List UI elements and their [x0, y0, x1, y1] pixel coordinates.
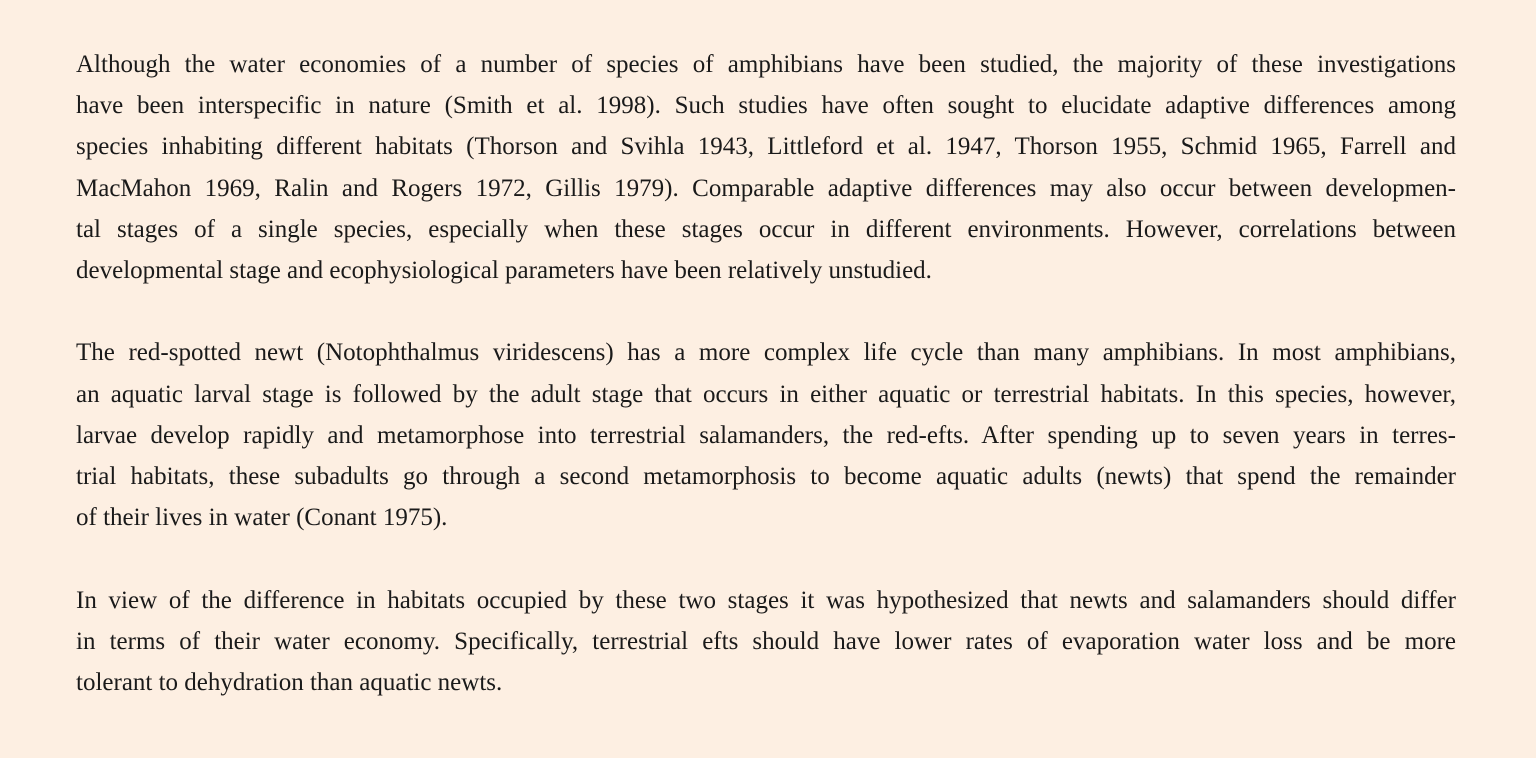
text-line: have been interspecific in nature (Smith et al. 1998). Such studies have often sought to elucidate adaptive differences among [76, 92, 1456, 120]
text-line: larvae develop rapidly and metamorphose into terrestrial salamanders, the red-efts. After spending up to seven years in terres- [76, 421, 1456, 449]
text-line: an aquatic larval stage is followed by the adult stage that occurs in either aquatic or terrestrial habitats. In this species, however, [76, 380, 1456, 408]
text-line: in terms of their water economy. Specifically, terrestrial efts should have lower rates of evaporation water loss and be more [76, 627, 1456, 655]
text-line: of their lives in water (Conant 1975). [76, 504, 448, 532]
text-line: tal stages of a single species, especially when these stages occur in different environments. However, correlations between [76, 215, 1456, 243]
text-line: species inhabiting different habitats (Thorson and Svihla 1943, Littleford et al. 1947, Thorson 1955, Schmid 1965, Farrell and [76, 133, 1456, 161]
paragraph-3 [76, 580, 1456, 704]
document-body [76, 44, 1456, 703]
text-line: tolerant to dehydration than aquatic newts. [76, 669, 503, 697]
text-line: The red-spotted newt (Notophthalmus viridescens) has a more complex life cycle than many amphibians. In most amphibians, [76, 339, 1456, 367]
text-line: MacMahon 1969, Ralin and Rogers 1972, Gillis 1979). Comparable adaptive differences may also occur between developmen- [76, 174, 1456, 202]
paragraph-2 [76, 332, 1456, 538]
text-line: Although the water economies of a number of species of amphibians have been studied, the majority of these investigations [76, 51, 1456, 78]
text-line: trial habitats, these subadults go through a second metamorphosis to become aquatic adults (newts) that spend the remainder [76, 463, 1456, 491]
paragraph-1 [76, 44, 1456, 291]
text-line: developmental stage and ecophysiological parameters have been relatively unstudied. [76, 257, 932, 285]
text-line: In view of the difference in habitats occupied by these two stages it was hypothesized that newts and salamanders should differ [76, 586, 1456, 614]
